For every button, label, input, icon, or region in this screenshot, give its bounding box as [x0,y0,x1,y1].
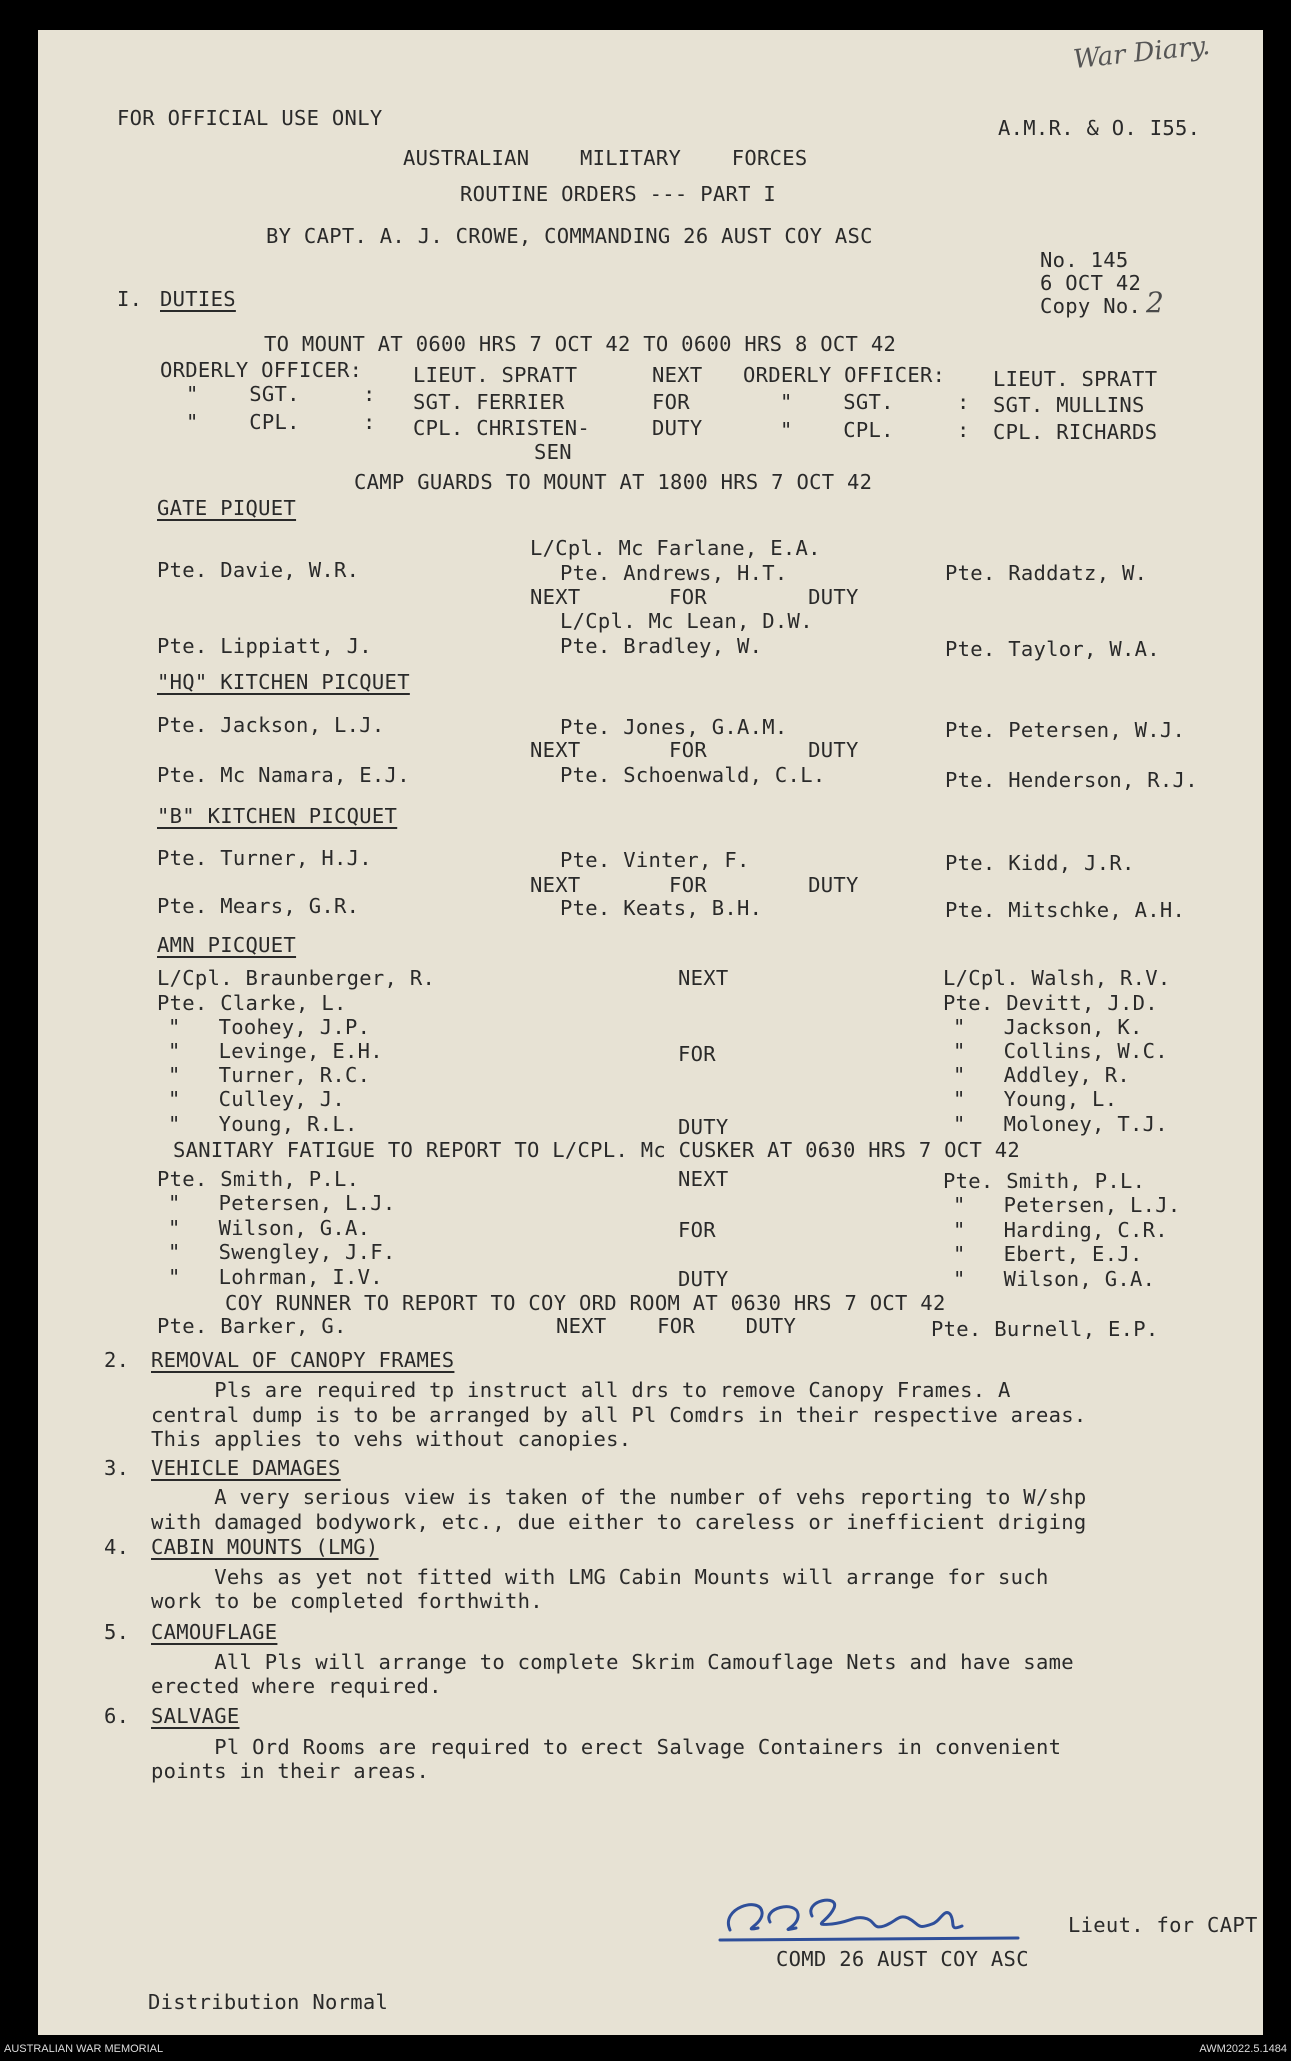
hq-right-1: Pte. Petersen, W.J. [945,718,1186,742]
gate-right-2: Pte. Taylor, W.A. [945,637,1160,661]
gate-mid-3: L/Cpl. Mc Lean, D.W. [560,609,813,633]
section-5-heading: CAMOUFLAGE [151,1620,278,1644]
section-6-line-1: Pl Ord Rooms are required to erect Salvage Containers in convenient [151,1735,1062,1759]
gate-piquet-heading: GATE PIQUET [157,496,297,520]
hq-mid-2: Pte. Schoenwald, C.L. [560,763,826,787]
amn-left-7: " Young, R.L. [168,1112,358,1136]
sanitary-right-2: " Petersen, L.J. [953,1193,1181,1217]
amn-left-2: Pte. Clarke, L. [157,991,347,1015]
amn-right-6: " Young, L. [953,1087,1118,1111]
order-date: 6 OCT 42 [1040,271,1142,295]
section-4-number: 4. [104,1535,130,1559]
official-use-label: FOR OFFICIAL USE ONLY [117,106,383,130]
amn-right-3: " Jackson, K. [953,1015,1143,1039]
amn-left-1: L/Cpl. Braunberger, R. [157,966,436,990]
officer-name-right: LIEUT. SPRATT [993,367,1158,391]
amn-next: NEXT [678,966,729,990]
b-right-1: Pte. Kidd, J.R. [945,851,1135,875]
section-6-line-2: points in their areas. [151,1759,430,1783]
sgt-role-right: " SGT. : [780,390,970,414]
sanitary-left-3: " Wilson, G.A. [168,1216,371,1240]
section-3-line-1: A very serious view is taken of the number of vehs reporting to W/shp [151,1485,1087,1509]
hq-next-for-duty: NEXT FOR DUTY [530,738,859,762]
amn-right-2: Pte. Devitt, J.D. [943,991,1158,1015]
cpl-name-left: CPL. CHRISTEN- [413,416,590,440]
orders-title: ROUTINE ORDERS --- PART I [460,182,777,206]
section-2-heading: REMOVAL OF CANOPY FRAMES [151,1348,455,1372]
gate-right-1: Pte. Raddatz, W. [945,561,1148,585]
sanitary-duty: DUTY [678,1267,729,1291]
distribution-line: Distribution Normal [148,1990,389,2014]
section-5-line-1: All Pls will arrange to complete Skrim Camouflage Nets and have same [151,1650,1074,1674]
cpl-role-left: " CPL. : [186,410,376,434]
amn-left-5: " Turner, R.C. [168,1063,371,1087]
hq-left-2: Pte. Mc Namara, E.J. [157,763,410,787]
copy-label: Copy No. [1040,294,1142,318]
amn-piquet-heading: AMN PICQUET [157,933,297,957]
hq-left-1: Pte. Jackson, L.J. [157,713,385,737]
b-mid-1: Pte. Vinter, F. [560,848,750,872]
officer-role-right: ORDERLY OFFICER: [743,363,946,387]
section-5-line-2: erected where required. [151,1674,442,1698]
sanitary-next: NEXT [678,1167,729,1191]
amn-left-6: " Culley, J. [168,1087,345,1111]
runner-right: Pte. Burnell, E.P. [931,1317,1159,1341]
officer-name-left: LIEUT. SPRATT [413,363,578,387]
section-4-heading: CABIN MOUNTS (LMG) [151,1535,379,1559]
section-2-line-1: Pls are required tp instruct all drs to remove Canopy Frames. A [151,1378,1011,1402]
issued-by-line: BY CAPT. A. J. CROWE, COMMANDING 26 AUST COY ASC [266,224,873,248]
section-1-heading: DUTIES [160,287,236,311]
amn-right-5: " Addley, R. [953,1063,1130,1087]
camp-guards-line: CAMP GUARDS TO MOUNT AT 1800 HRS 7 OCT 42 [354,470,873,494]
copy-number-handwritten: 2 [1146,286,1164,319]
b-left-2: Pte. Mears, G.R. [157,894,360,918]
sanitary-left-5: " Lohrman, I.V. [168,1265,383,1289]
handwritten-war-diary-note: War Diary. [1071,30,1212,76]
b-left-1: Pte. Turner, H.J. [157,846,372,870]
b-kitchen-heading: "B" KITCHEN PICQUET [157,804,398,828]
section-3-number: 3. [104,1456,130,1480]
amn-right-4: " Collins, W.C. [953,1039,1168,1063]
amn-right-7: " Moloney, T.J. [953,1112,1168,1136]
runner-heading: COY RUNNER TO REPORT TO COY ORD ROOM AT 0630 HRS 7 OCT 42 [225,1291,946,1315]
sgt-role-left: " SGT. : [186,382,376,406]
form-reference: A.M.R. & O. I55. [998,116,1201,140]
sanitary-right-3: " Harding, C.R. [953,1218,1168,1242]
cpl-name-cont: SEN [534,440,572,464]
cpl-duty: DUTY [652,416,703,440]
signature-rank: Lieut. for CAPT [1068,1913,1258,1937]
document-page [38,30,1263,2035]
sanitary-left-4: " Swengley, J.F. [168,1240,396,1264]
gate-left-1: Pte. Davie, W.R. [157,558,360,582]
footer-reference: AWM2022.5.1484 [1199,2043,1287,2055]
section-5-number: 5. [104,1620,130,1644]
signature-scrawl [700,1878,1060,1958]
hq-kitchen-heading: "HQ" KITCHEN PICQUET [157,670,410,694]
amn-for: FOR [678,1042,716,1066]
footer-institution: AUSTRALIAN WAR MEMORIAL [4,2043,164,2055]
amn-left-4: " Levinge, E.H. [168,1039,383,1063]
section-4-line-2: work to be completed forthwith. [151,1589,543,1613]
sanitary-right-4: " Ebert, E.J. [953,1242,1143,1266]
section-4-line-1: Vehs as yet not fitted with LMG Cabin Mounts will arrange for such [151,1565,1049,1589]
b-mid-2: Pte. Keats, B.H. [560,896,763,920]
forces-heading: AUSTRALIAN MILITARY FORCES [403,146,808,170]
signature-command: COMD 26 AUST COY ASC [776,1947,1029,1971]
runner-next-for-duty: NEXT FOR DUTY [556,1314,797,1338]
cpl-name-right: CPL. RICHARDS [993,420,1158,444]
amn-duty: DUTY [678,1115,729,1139]
gate-next-for-duty: NEXT FOR DUTY [530,585,859,609]
order-number: No. 145 [1040,248,1129,272]
hq-right-2: Pte. Henderson, R.J. [945,768,1198,792]
officer-next: NEXT [652,363,703,387]
officer-role-left: ORDERLY OFFICER: [160,358,363,382]
gate-mid-2: Pte. Andrews, H.T. [560,561,788,585]
cpl-role-right: " CPL. : [780,418,970,442]
sanitary-for: FOR [678,1218,716,1242]
sgt-for: FOR [652,390,690,414]
section-3-heading: VEHICLE DAMAGES [151,1456,341,1480]
gate-mid-4: Pte. Bradley, W. [560,634,763,658]
section-6-heading: SALVAGE [151,1704,240,1728]
sanitary-right-1: Pte. Smith, P.L. [943,1169,1146,1193]
b-next-for-duty: NEXT FOR DUTY [530,873,859,897]
section-6-number: 6. [104,1704,130,1728]
sanitary-left-2: " Petersen, L.J. [168,1191,396,1215]
b-right-2: Pte. Mitschke, A.H. [945,898,1186,922]
section-3-line-2: with damaged bodywork, etc., due either to careless or inefficient driging [151,1510,1087,1534]
gate-left-2: Pte. Lippiatt, J. [157,634,372,658]
sgt-name-left: SGT. FERRIER [413,390,565,414]
amn-left-3: " Toohey, J.P. [168,1015,371,1039]
sanitary-left-1: Pte. Smith, P.L. [157,1167,360,1191]
section-2-number: 2. [104,1348,130,1372]
section-2-line-3: This applies to vehs without canopies. [151,1427,632,1451]
amn-right-1: L/Cpl. Walsh, R.V. [943,966,1171,990]
section-2-line-2: central dump is to be arranged by all Pl Comdrs in their respective areas. [151,1403,1087,1427]
hq-mid-1: Pte. Jones, G.A.M. [560,715,788,739]
runner-left: Pte. Barker, G. [157,1314,347,1338]
mount-line: TO MOUNT AT 0600 HRS 7 OCT 42 TO 0600 HRS 8 OCT 42 [264,332,897,356]
section-1-number: I. [117,287,143,311]
sanitary-right-5: " Wilson, G.A. [953,1267,1156,1291]
sgt-name-right: SGT. MULLINS [993,393,1145,417]
gate-mid-1: L/Cpl. Mc Farlane, E.A. [530,536,821,560]
sanitary-heading: SANITARY FATIGUE TO REPORT TO L/CPL. Mc CUSKER AT 0630 HRS 7 OCT 42 [173,1138,1021,1162]
